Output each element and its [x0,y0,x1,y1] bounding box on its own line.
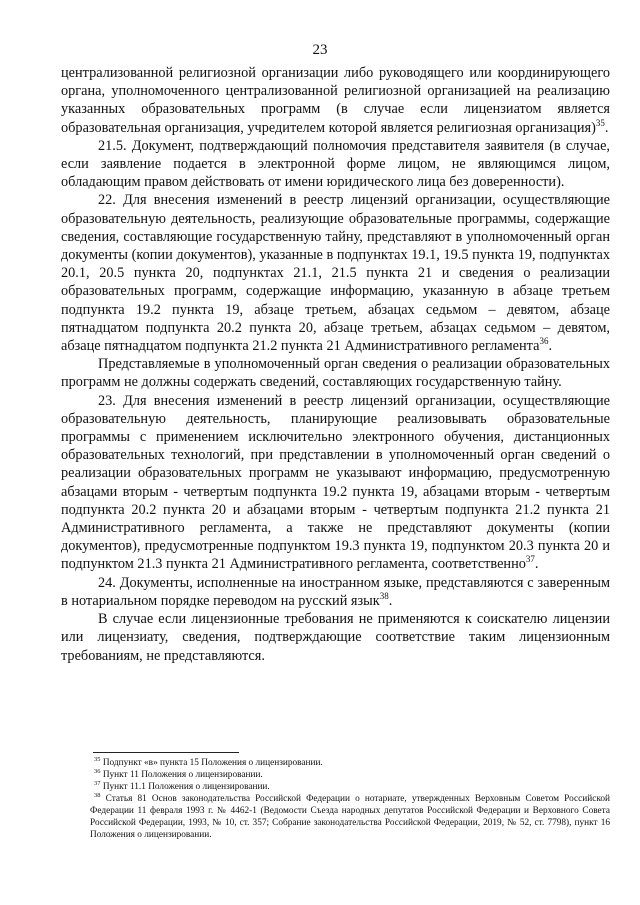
footnote-ref: 38 [379,591,389,602]
footnote-ref: 36 [539,336,549,347]
paragraph-text: . [388,592,393,609]
footnote [90,769,610,781]
body-text [61,64,610,665]
paragraph-text: централизованной религиозной организации либо руководящего или координирующего органа, уполномоченного централизованной религиозной организацией на реализацию указанных образовательных программ (в случае если лицензиатом является образовательная организация, учредителем которой является религиозная организация) [61,65,610,136]
paragraph [61,392,610,574]
footnote-ref: 35 [595,117,605,128]
paragraph-text: . [534,556,539,573]
paragraph-text: . [548,338,553,355]
footnote-number: 35 [94,755,101,763]
footnote-number: 38 [94,791,101,799]
paragraph-text: 23. Для внесения изменений в реестр лицензий организации, осуществляющие образовательную деятельность, планирующие реализовывать образовательные программы с применением исключительно электронного обучения, дистанционных образовательных технологий, при представлении в уполномоченный орган сведений о реализации образовательных программ не указывают информацию, предусмотренную абзацами вторым - четвертым подпункта 19.2 пункта 19, абзацами вторым - четвертым подпункта 20.2 пункта 20 и абзацами вторым - четвертым подпункта 21.2 пункта 21 Административного регламента, а также не представляют документы (копии документов), предусмотренные подпунктом 19.3 пункта 19, подпунктом 20.3 пункта 20 и подпунктом 21.3 пункта 21 Административного регламента, соответственно [61,392,610,573]
paragraph-text: В случае если лицензионные требования не применяются к соискателю лицензии или лицензиату, сведения, подтверждающие соответствие таким лицензионным требованиям, не представляются. [61,611,610,664]
paragraph-text: 22. Для внесения изменений в реестр лицензий организации, осуществляющие образовательную деятельность, реализующие образовательные программы, содержащие сведения, составляющие государственную тайну, представляют в уполномоченный орган документы (копии документов), указанные в подпунктах 19.1, 19.5 пункта 19, подпунктах 20.1, 20.5 пункта 20, подпунктах 21.1, 21.5 пункта 21 и сведения о реализации образовательных программ, содержащие информацию, указанную в абзаце третьем подпункта 19.2 пункта 19, абзаце третьем, абзацах седьмом – девятом, абзаце пятнадцатом подпункта 20.2 пункта 20, абзаце третьем, абзацах седьмом – девятом, абзаце пятнадцатом подпункта 21.2 пункта 21 Административного регламента [61,192,610,355]
paragraph-text: 24. Документы, исполненные на иностранном языке, представляются с заверенным в нотариальном порядке переводом на русский язык [61,574,610,609]
paragraph [61,355,610,391]
paragraph [61,610,610,665]
paragraph [61,64,610,137]
footnote-text: Статья 81 Основ законодательства Российской Федерации о нотариате, утвержденных Верховным Советом Российской Федерации 11 февраля 1993 г. № 4462-1 (Ведомости Съезда народных депутатов Российской Федерации и Верховного Совета Российской Федерации, 1993, № 10, ст. 357; Собрание законодательства Российской Федерации, 2019, № 52, ст. 7798), пункт 16 Положения о лицензировании. [90,794,610,840]
footnote-number: 37 [94,779,101,787]
footnote-text: Пункт 11.1 Положения о лицензировании. [100,782,270,792]
footnote-text: Пункт 11 Положения о лицензировании. [100,770,263,780]
paragraph-text: . [604,119,609,136]
footnote-separator [93,752,239,753]
paragraph [61,574,610,610]
paragraph-text: Представляемые в уполномоченный орган сведения о реализации образовательных программ не должны содержать сведений, составляющих государственную тайну. [61,356,610,391]
footnote-text: Подпункт «в» пункта 15 Положения о лицензировании. [100,758,323,768]
footnote [90,793,610,841]
footnotes [90,757,610,841]
footnote [90,757,610,769]
paragraph [61,137,610,192]
paragraph-text: 21.5. Документ, подтверждающий полномочия представителя заявителя (в случае, если заявление подается в электронной форме лицом, не являющимся лицом, обладающим правом действовать от имени юридического лица без доверенности). [61,137,610,191]
page-number: 23 [312,42,328,58]
footnote-ref: 37 [525,554,535,565]
footnote [90,781,610,793]
paragraph [61,191,610,355]
footnote-number: 36 [94,767,101,775]
